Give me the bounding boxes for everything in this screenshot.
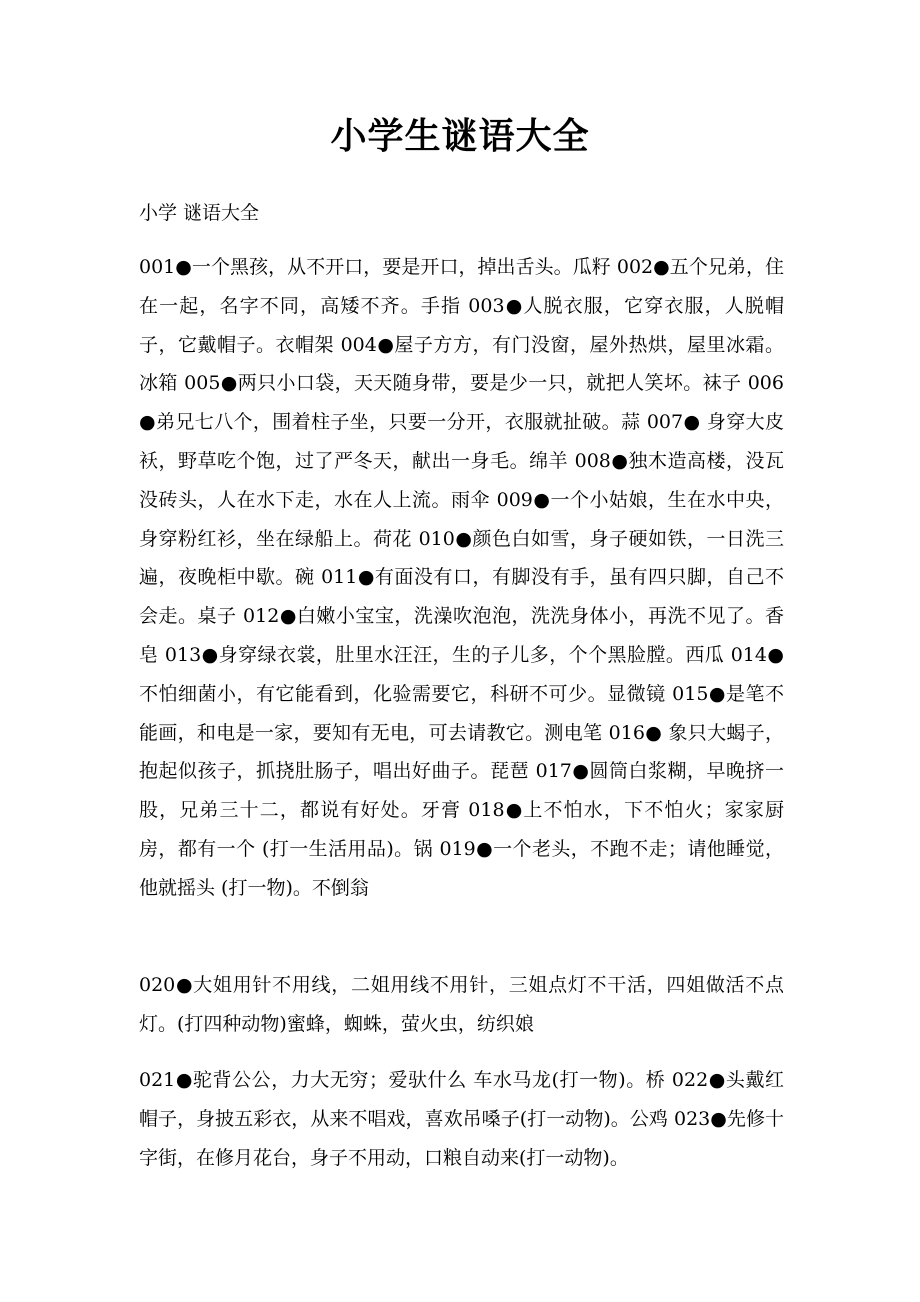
riddle-paragraph-1: 001●一个黑孩，从不开口，要是开口，掉出舌头。瓜籽 002●五个兄弟，住在一起，名字不同，高矮不齐。手指 003●人脱衣服，它穿衣服，人脱帽子，它戴帽子。衣帽架 004●屋子方方，有门没窗，屋外热烘，屋里冰霜。冰箱 005●两只小口袋，天天随身带，要是少一只，就把人笑坏。袜子 006●弟兄七八个，围着柱子坐，只要一分开，衣服就扯破。蒜 007● 身穿大皮袄，野草吃个饱，过了严冬天，献出一身毛。绵羊 008●独木造高楼，没瓦没砖头，人在水下走，水在人上流。雨伞 009●一个小姑娘，生在水中央，身穿粉红衫，坐在绿船上。荷花 010●颜色白如雪，身子硬如铁，一日洗三遍，夜晚柜中歇。碗 011●有面没有口，有脚没有手，虽有四只脚，自己不会走。桌子 012●白嫩小宝宝，洗澡吹泡泡，洗洗身体小，再洗不见了。香皂 013●身穿绿衣裳，肚里水汪汪，生的子儿多，个个黑脸膛。西瓜 014●不怕细菌小，有它能看到，化验需要它，科研不可少。显微镜 015●是笔不能画，和电是一家，要知有无电，可去请教它。测电笔 016● 象只大蝎子，抱起似孩子，抓挠肚肠子，唱出好曲子。琵琶 017●圆筒白浆糊，早晚挤一股，兄弟三十二，都说有好处。牙膏 018●上不怕水，下不怕火；家家厨房，都有一个 (打一生活用品)。锅 019●一个老头，不跑不走；请他睡觉，他就摇头 (打一物)。不倒翁 xyxy=(139,256,784,899)
subtitle: 小学 谜语大全 xyxy=(139,202,260,224)
riddle-paragraph-2: 020●大姐用针不用线，二姐用线不用针，三姐点灯不干活，四姐做活不点灯。(打四种动物)蜜蜂，蜘蛛，萤火虫，纺织娘 xyxy=(139,974,784,1035)
riddle-paragraph-3: 021●驼背公公，力大无穷；爱驮什么 车水马龙(打一物)。桥 022●头戴红帽子，身披五彩衣，从来不唱戏，喜欢吊嗓子(打一动物)。公鸡 023●先修十字街，在修月花台，身子不用动，口粮自动来(打一动物)。 xyxy=(139,1069,784,1169)
page-title: 小学生谜语大全 xyxy=(330,115,590,157)
